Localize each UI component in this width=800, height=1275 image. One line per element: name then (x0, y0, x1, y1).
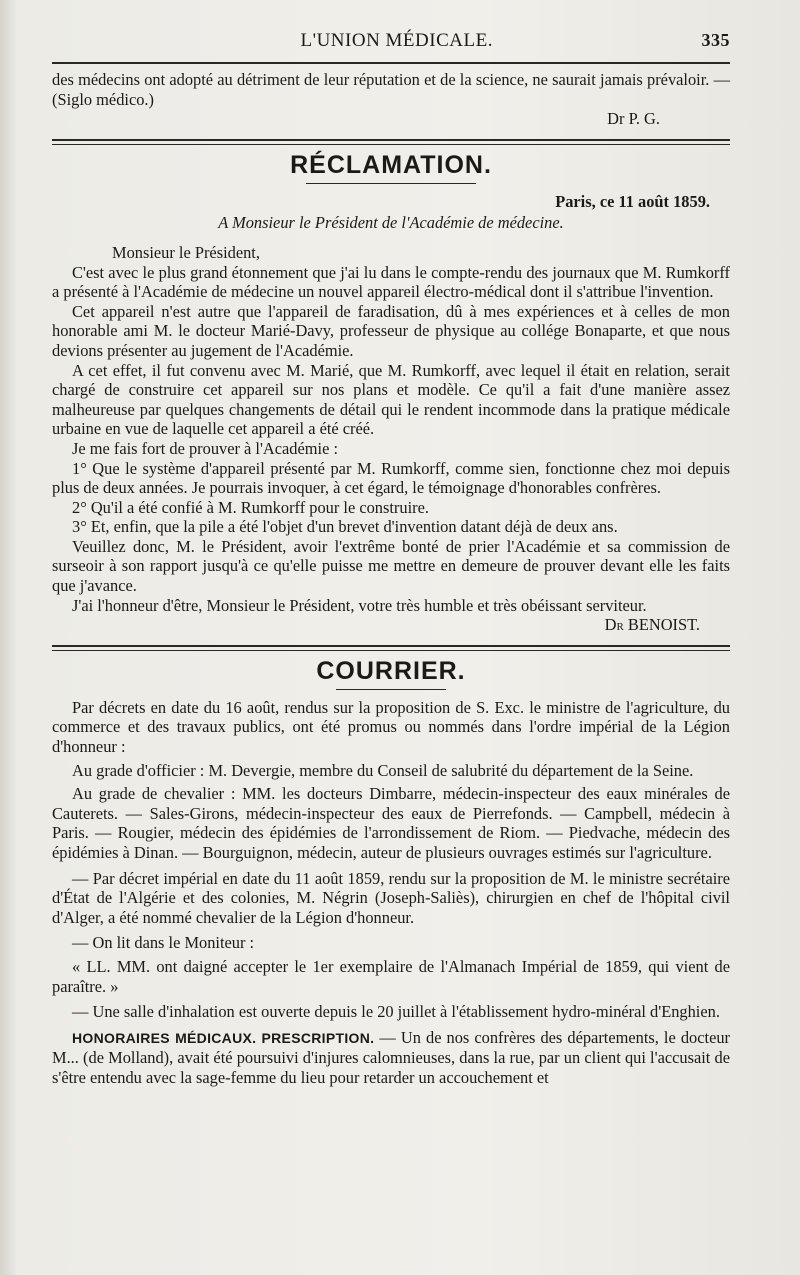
running-header (52, 30, 730, 62)
paragraph: C'est avec le plus grand étonnement que j'ai lu dans le compte-rendu des journaux que M. Rumkorff a présenté à l'Académie de médecine un nouvel appareil électro-médical dont il s'attribue l'invention. (52, 262, 730, 302)
page-number: 335 (701, 30, 730, 50)
title-underline (306, 183, 476, 184)
paragraph: A cet effet, il fut convenu avec M. Marié, que M. Rumkorff, avec lequel il était en relation, serait chargé de construire cet appareil sur nos plans et modèle. Ce qu'il a fait d'une manière assez malheureuse par quelques changements de détail qui le rendent incommode dans la pratique médicale urbaine en vue de laquelle cet appareil a été créé. (52, 360, 730, 439)
paragraph: Par décrets en date du 16 août, rendus sur la proposition de S. Exc. le ministre de l'agriculture, du commerce et des travaux publics, ont été promus ou nommés dans l'ordre impérial de la Légion d'honneur : (52, 697, 730, 757)
paragraph: J'ai l'honneur d'être, Monsieur le Président, votre très humble et très obéissant serviteur. (72, 595, 647, 615)
reclamation-section (52, 151, 730, 635)
honoraires-text: — Un de nos confrères des départements, le docteur M... (de Molland), avait été poursuivi d'injures calomnieuses, dans la rue, par un client qui l'accusait de s'être entendu avec la sage-femme du lieu pour retarder un accouchement et (52, 1027, 730, 1087)
journal-title: L'UNION MÉDICALE. (300, 30, 493, 51)
list-item: 1° Que le système d'appareil présenté par M. Rumkorff, comme sien, fonctionne chez moi depuis plus de deux années. Je pourrais invoquer, à cet égard, le témoignage d'honorables confrères. (52, 458, 730, 498)
paragraph: Cet appareil n'est autre que l'appareil de faradisation, dû à mes expériences et à celles de mon honorable ami M. le docteur Marié-Davy, professeur de physique au collége Bonaparte, et que nous devions présenter au jugement de l'Académie. (52, 301, 730, 360)
paragraph: — Par décret impérial en date du 11 août 1859, rendu sur la proposition de M. le ministre secrétaire d'État de l'Algérie et des colonies, M. Négrin (Joseph-Saliès), chirurgien en chef de l'hôpital civil d'Alger, a été nommé chevalier de la Légion d'honneur. (52, 868, 730, 927)
section-divider (52, 139, 730, 145)
header-rule (52, 62, 730, 64)
paragraph: — Une salle d'inhalation est ouverte depuis le 20 juillet à l'établissement hydro-minéral d'Enghien. (72, 1002, 720, 1022)
paragraph (52, 1028, 730, 1088)
courrier-section (52, 657, 730, 1088)
salutation: Monsieur le Président, (112, 242, 260, 262)
paragraph: Au grade de chevalier : MM. les docteurs Dimbarre, médecin-inspecteur des eaux minérales de Cauterets. — Sales-Girons, médecin-inspecteur des eaux de Pierrefonds. — Campbell, médecin à Paris. — Rougier, médecin des épidémies de l'arrondissement de Riom. — Piedvache, médecin des épidémies à Dinan. — Bourguignon, médecin, auteur de plusieurs ouvrages estimés sur l'agriculture. (52, 784, 730, 862)
title-underline (336, 689, 446, 690)
list-item: 3° Et, enfin, que la pile a été l'objet d'un brevet d'invention datant déjà de deux ans. (72, 517, 618, 537)
addressee: A Monsieur le Président de l'Académie de médecine. (218, 213, 564, 233)
list-item: 2° Qu'il a été confié à M. Rumkorff pour le construire. (72, 497, 429, 517)
paragraph: Veuillez donc, M. le Président, avoir l'extrême bonté de prier l'Académie et sa commission de surseoir à son rapport jusqu'à ce qu'elle puisse me mettre en demeure de prouver devant elle les faits que j'avance. (52, 536, 730, 596)
courrier-title: COURRIER. (316, 656, 466, 685)
honoraires-label: HONORAIRES MÉDICAUX. PRESCRIPTION. (72, 1029, 375, 1046)
paragraph: Je me fais fort de prouver à l'Académie : (72, 438, 339, 458)
intro-block (52, 70, 730, 129)
paragraph: « LL. MM. ont daigné accepter le 1er exemplaire de l'Almanach Impérial de 1859, qui vient de paraître. » (52, 956, 730, 996)
section-divider (52, 645, 730, 651)
paragraph: Au grade d'officier : M. Devergie, membre du Conseil de salubrité du département de la Seine. (72, 760, 694, 780)
paragraph: — On lit dans le Moniteur : (72, 933, 255, 953)
reclamation-title: RÉCLAMATION. (290, 150, 492, 179)
intro-text: des médecins ont adopté au détriment de leur réputation et de la science, ne saurait jamais prévaloir. — (Siglo médico.) (52, 70, 730, 109)
place-date: Paris, ce 11 août 1859. (555, 191, 710, 211)
intro-signature: Dr P. G. (607, 109, 660, 129)
reclamation-signature: Dr BENOIST. (604, 615, 700, 635)
